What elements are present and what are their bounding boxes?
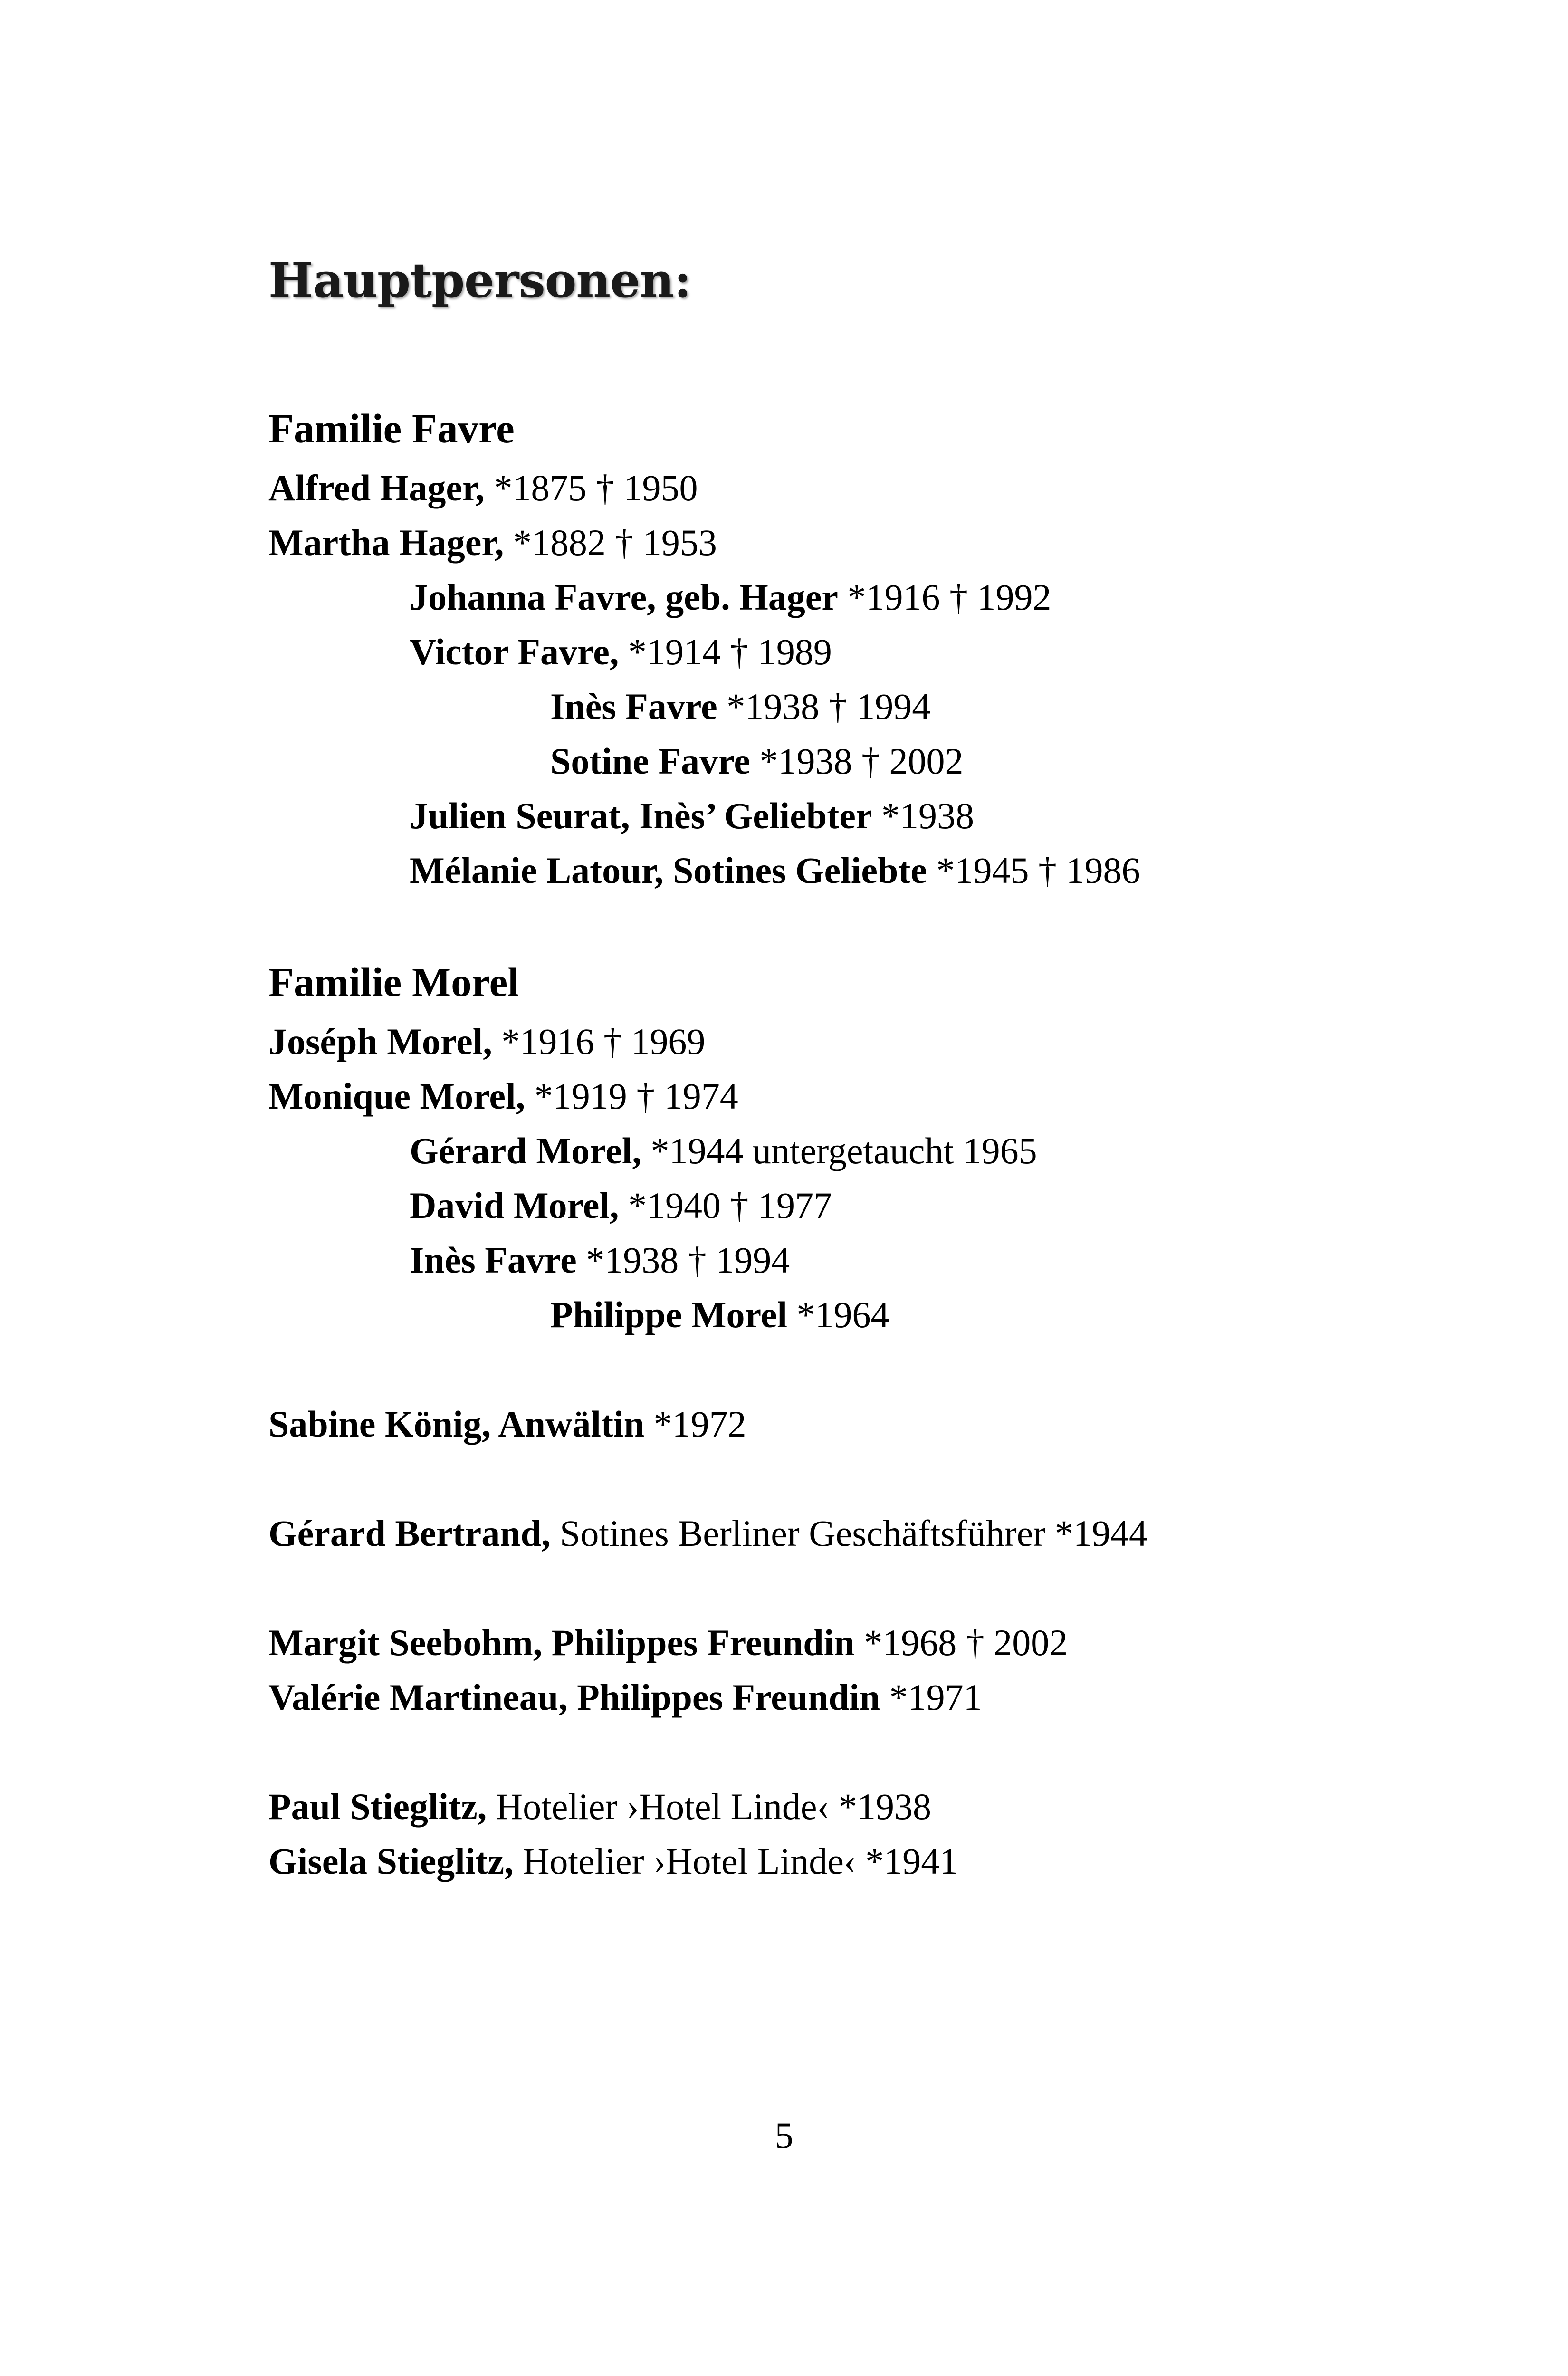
person-details: *1944 untergetaucht 1965 [641,1130,1037,1171]
person-entry [268,1679,982,1716]
person-name: Inès Favre [410,1239,577,1281]
person-name: Sotine Favre [550,740,751,782]
person-name: Gérard Morel, [410,1130,642,1171]
person-entry [410,1132,1037,1169]
person-name: Gisela Stieglitz, [268,1840,514,1882]
person-entry [410,633,832,671]
person-entry [268,1788,931,1825]
person-entry [268,1624,1068,1661]
person-entry [410,576,1052,618]
person-details: *1875 † 1950 [484,467,698,508]
family-morel-title: Familie Morel [268,959,519,1005]
person-details: *1972 [644,1403,746,1445]
person-name: Inès Favre [550,686,717,727]
person-name: Mélanie Latour, Sotines Geliebte [410,850,927,891]
person-details: *1968 † 2002 [854,1622,1068,1663]
person-name: Julien Seurat, Inès’ Geliebter [410,795,872,836]
person-details: *1971 [880,1677,982,1718]
person-entry [268,1515,1147,1552]
person-name: Joséph Morel, [268,1021,492,1062]
person-details: Hotelier ›Hotel Linde‹ *1941 [513,1840,958,1882]
person-entry [550,688,930,725]
person-name: David Morel, [410,1185,619,1226]
person-details: *1938 [872,795,974,836]
person-entry [550,740,964,782]
person-entry [550,1296,889,1333]
person-details: *1940 † 1977 [619,1185,832,1226]
person-details: Sotines Berliner Geschäftsführer *1944 [550,1513,1147,1554]
family-favre-title: Familie Favre [268,405,515,451]
person-details: *1964 [787,1294,889,1335]
person-name: Philippe Morel [550,1294,788,1335]
person-name: Monique Morel, [268,1075,526,1117]
person-details: *1882 † 1953 [504,522,717,563]
person-name: Victor Favre, [410,631,619,672]
person-details: Hotelier ›Hotel Linde‹ *1938 [487,1786,932,1827]
person-entry [410,797,974,834]
person-entry [410,852,1140,889]
person-name: Paul Stieglitz, [268,1786,487,1827]
person-details: *1938 † 2002 [750,740,964,782]
person-details: *1919 † 1974 [525,1075,738,1117]
person-details: *1914 † 1989 [619,631,832,672]
person-name: Alfred Hager, [268,467,485,508]
person-entry [268,1403,746,1445]
person-details: *1945 † 1986 [927,850,1140,891]
person-name: Margit Seebohm, Philippes Freundin [268,1622,855,1663]
page-number: 5 [774,2115,794,2156]
person-details: *1916 † 1969 [492,1021,706,1062]
person-name: Gérard Bertrand, [268,1513,551,1554]
person-entry [268,469,698,507]
person-entry [410,1187,832,1224]
person-name: Sabine König, Anwältin [268,1403,645,1445]
person-entry [410,1239,790,1281]
person-entry [268,1840,958,1882]
person-entry [268,524,717,561]
person-details: *1916 † 1992 [838,576,1052,618]
page-heading: Hauptpersonen: [268,252,691,308]
person-name: Johanna Favre, geb. Hager [410,576,839,618]
person-entry [268,1075,738,1117]
person-name: Valérie Martineau, Philippes Freundin [268,1677,880,1718]
person-details: *1938 † 1994 [576,1239,790,1281]
person-name: Martha Hager, [268,522,504,563]
person-details: *1938 † 1994 [717,686,931,727]
person-entry [268,1023,705,1060]
